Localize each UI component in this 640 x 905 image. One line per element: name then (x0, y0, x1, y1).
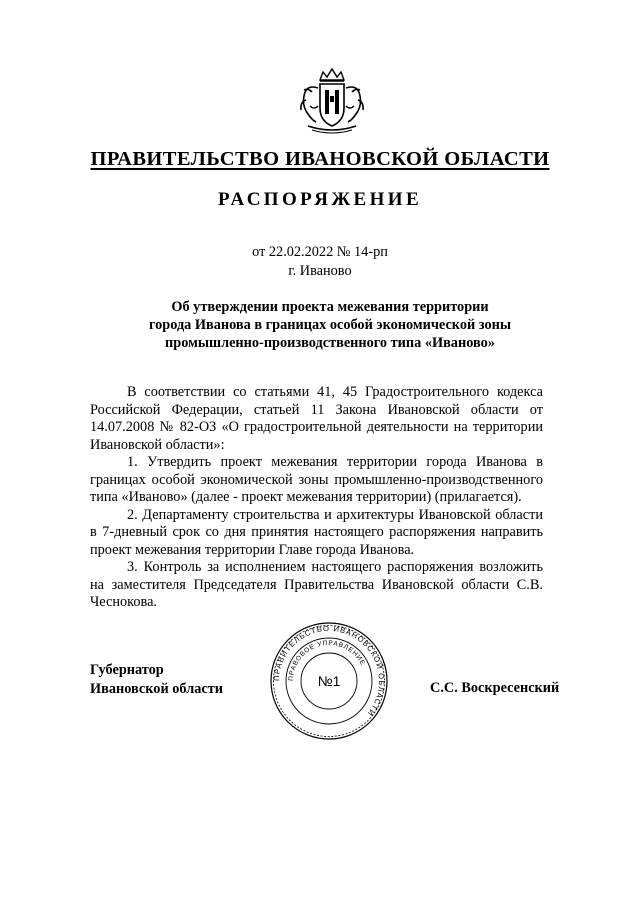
subject-line: промышленно-производственного типа «Иваново» (165, 335, 495, 351)
signatory-position (90, 661, 223, 699)
seal-inner-text: ПРАВОВОЕ УПРАВЛЕНИЕ (287, 639, 367, 682)
body-paragraph-preamble: В соответствии со статьями 41, 45 Градостроительного кодекса Российской Федерации, статьей 11 Закона Ивановской области от 14.07.2008 № 82-ОЗ «О градостроительной деятельности на территории Ивановской области»: (90, 384, 543, 453)
document-body (90, 384, 543, 612)
body-paragraph-item-2: 2. Департаменту строительства и архитектуры Ивановской области в 7-дневный срок со дня принятия настоящего распоряжения направить проект межевания территории Главе города Иванова. (90, 506, 543, 558)
body-paragraph-item-1: 1. Утвердить проект межевания территории города Иванова в границах особой экономической зоны промышленно-производственного типа «Иваново» (далее - проект межевания территории) (прилагается). (90, 454, 543, 505)
signatory-position-line: Губернатор (90, 662, 164, 678)
document-date-number: от 22.02.2022 № 14-рп (252, 244, 388, 260)
seal-outer-text: ПРАВИТЕЛЬСТВО ИВАНОВСКОЙ ОБЛАСТИ (271, 623, 387, 719)
subject-line: города Иванова в границах особой экономической зоны (148, 317, 512, 333)
document-subject (110, 298, 550, 352)
document-type: РАСПОРЯЖЕНИЕ (217, 189, 423, 210)
signatory-name: С.С. Воскресенский (430, 680, 560, 696)
document-city: г. Иваново (288, 263, 352, 279)
subject-line: Об утверждении проекта межевания территории (171, 299, 489, 315)
government-title: ПРАВИТЕЛЬСТВО ИВАНОВСКОЙ ОБЛАСТИ (90, 148, 550, 170)
body-paragraph-item-3: 3. Контроль за исполнением настоящего распоряжения возложить на заместителя Председателя Правительства Ивановской области С.В. Чеснокова. (90, 559, 543, 610)
official-seal-icon (268, 620, 390, 742)
ivanovo-coat-of-arms-icon (292, 66, 372, 138)
signatory-position-line: Ивановской области (90, 681, 223, 697)
seal-number: №1 (317, 673, 341, 689)
